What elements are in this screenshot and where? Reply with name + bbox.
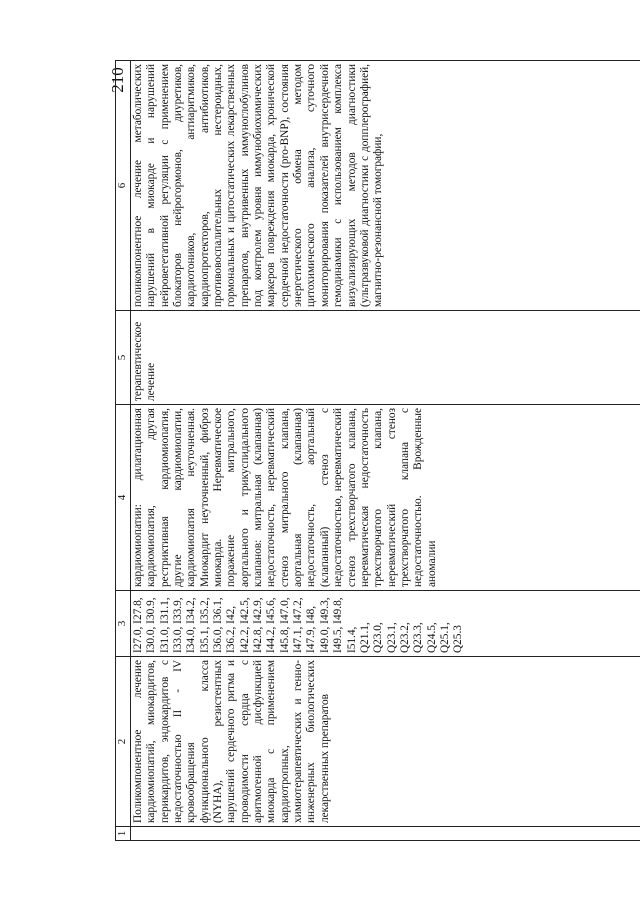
column-number-1: 1 (116, 827, 131, 841)
cell-patient-model: кардиомиопатии: дилатационная кардиомиопатия, другая рестриктивная кардиомиопатия, другие кардиомиопатии, кардиомиопатия неуточненная. Миокардит неуточненный, фиброз миокарда. Неревматическое поражение митрального, аортального и трикуспидального клапанов: митральная (клапанная) недостаточность, неревматический стеноз митрального клапана, аортальная (клапанная) недостаточность, аортальный (клапанный) стеноз с недостаточностью, неревматический стеноз трехстворчатого клапана, неревматическая недостаточность трехстворчатого клапана, неревматический стеноз трехстворчатого клапана с недостаточностью. Врожденные аномалии (131, 405, 640, 591)
medical-care-table (115, 60, 640, 841)
rotated-page-content (115, 61, 640, 841)
page-number: 210 (108, 67, 127, 93)
column-number-3: 3 (116, 591, 131, 657)
column-number-2: 2 (116, 657, 131, 827)
column-number-4: 4 (116, 405, 131, 591)
cell-icd-codes: I27.0, I27.8, I30.0, I30.9, I31.0, I31.1, I33.0, I33.9, I34.0, I34.2, I35.1, I35.2, I36.0, I36.1, I36.2, I42, I42.2, I42.5, I42.8, I42.9, I44.2, I45.6, I45.8, I47.0, I47.1, I47.2, I47.9, I48, I49.0, I49.3, I49.5, I49.8, I51.4, Q21.1, Q23.0, Q23.1, Q23.2, Q23.3, Q24.5, Q25.1, Q25.3 (131, 591, 640, 657)
column-number-6: 6 (116, 61, 131, 311)
cell-index (131, 827, 640, 841)
column-number-row (116, 61, 131, 841)
column-number-5: 5 (116, 311, 131, 405)
cell-treatment-type: терапевтическое лечение (131, 311, 640, 405)
cell-treatment-name: Поликомпонентное лечение кардиомиопатий, миокардитов, перикардитов, эндокардитов с недостаточностью II - IV кровообращения функционального класса (NYHA), резистентных нарушений сердечного ритма и проводимости сердца с аритмогенной дисфункцией миокарда с применением кардиотропных, химиотерапевтических и генно-инженерных биологических лекарственных препаратов (131, 657, 640, 827)
cell-treatment-method: поликомпонентное лечение метаболических нарушений в миокарде и нарушений нейровегетативной регуляции с применением блокаторов нейрогормонов, диуретиков, кардиотоников, антиаритмиков, кардиопротекторов, антибиотиков, противовоспалительных нестероидных, гормональных и цитостатических лекарственных препаратов, внутривенных иммуноглобулинов под контролем уровня иммунобиохимических маркеров повреждения миокарда, хронической сердечной недостаточности (pro-BNP), состояния энергетического обмена методом цитохимического анализа, суточного мониторирования показателей внутрисердечной гемодинамики с использованием комплекса визуализирующих методов диагностики (ультразвуковой диагностики с допплерографией, магнитно-резонансной томографии, (131, 61, 640, 311)
table-row (131, 61, 640, 841)
